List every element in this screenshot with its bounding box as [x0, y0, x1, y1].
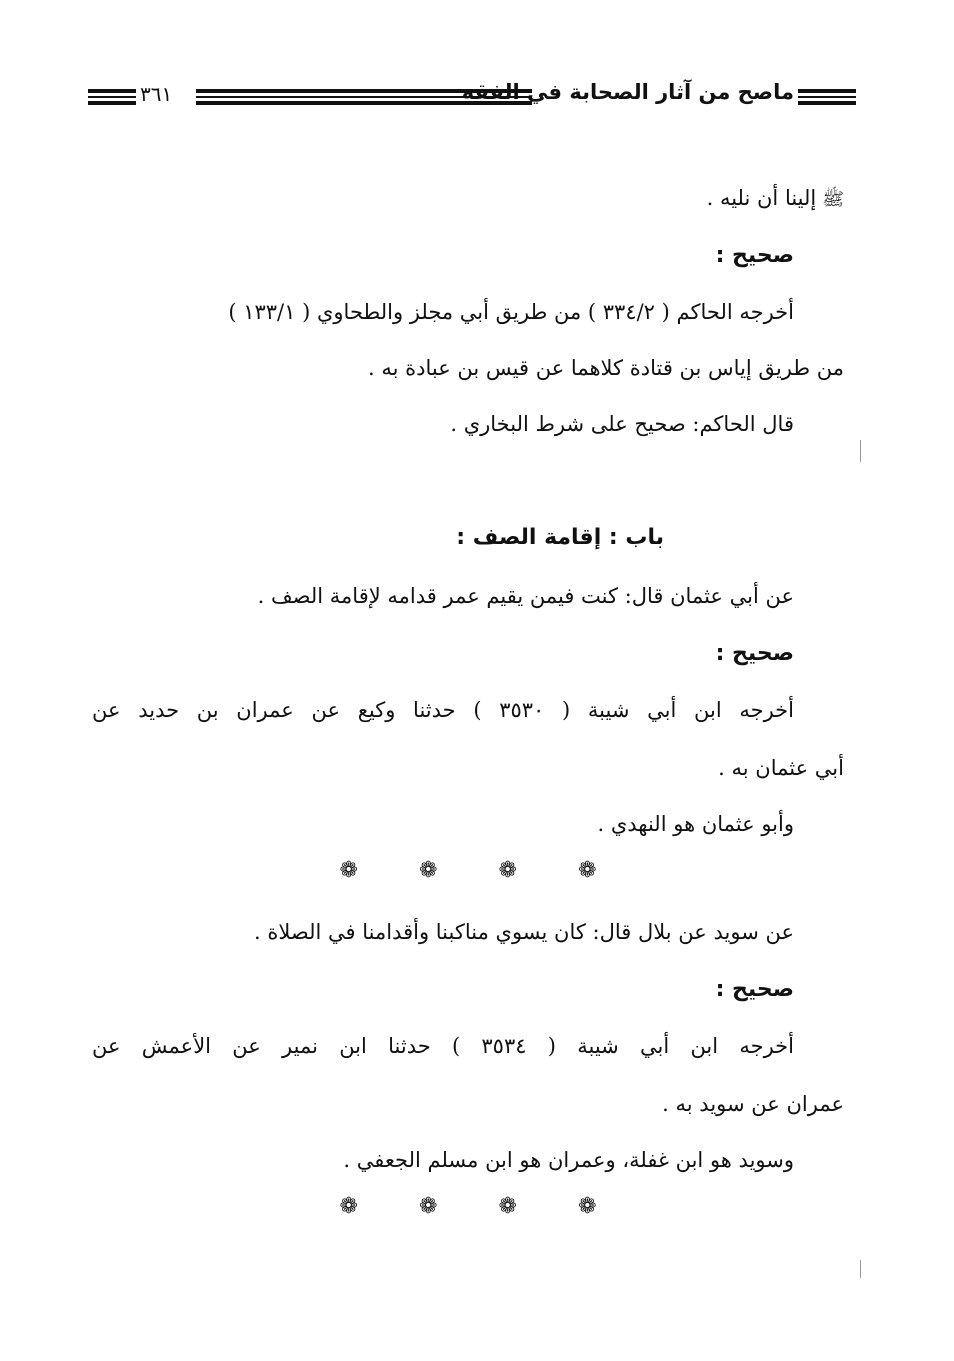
section2-line-3: وأبو عثمان هو النهدي . [597, 812, 794, 836]
page-header [88, 78, 856, 114]
chapter-title: باب : إقامة الصف : [456, 525, 664, 550]
section1-heading: صحيح : [715, 243, 794, 268]
section2-heading: صحيح : [715, 641, 794, 666]
section2-text: عن أبي عثمان قال: كنت فيمن يقيم عمر قدامه لإقامة الصف . [257, 584, 794, 608]
page-number: ٣٦١ [140, 82, 173, 106]
section3-line-2: عمران عن سويد به . [662, 1092, 844, 1116]
section1-line-1: أخرجه الحاكم ( ٣٣٤/٢ ) من طريق أبي مجلز والطحاوي ( ١٣٣/١ ) [228, 300, 794, 324]
section3-line-3: وسويد هو ابن غفلة، وعمران هو ابن مسلم الجعفي . [343, 1148, 794, 1172]
header-rule-left [88, 89, 136, 108]
section3-text: عن سويد عن بلال قال: كان يسوي مناكبنا وأقدامنا في الصلاة . [254, 920, 794, 944]
opening-line [707, 182, 844, 216]
flower-ornament-icon: ❁ [578, 1194, 597, 1219]
opening-text: إلينا أن نليه . [706, 186, 817, 210]
section3-heading: صحيح : [715, 977, 794, 1002]
section1-line-2: من طريق إياس بن قتادة كلاهما عن قيس بن عبادة به . [367, 356, 844, 380]
separator-ornament-2 [92, 1194, 844, 1219]
flower-ornament-icon: ❁ [339, 1194, 358, 1219]
scan-mark [860, 440, 861, 462]
section2-line-2: أبي عثمان به . [718, 756, 844, 780]
running-title: ماصح من آثار الصحابة في الفقه [461, 80, 794, 104]
separator-ornament [92, 858, 844, 883]
section1-line-3: قال الحاكم: صحيح على شرط البخاري . [450, 412, 794, 436]
flower-ornament-icon: ❁ [339, 858, 358, 883]
section2-line-1: أخرجه ابن أبي شيبة ( ٣٥٣٠ ) حدثنا وكيع عن عمران بن حديد عن [92, 698, 794, 722]
honorific-symbol: ﷺ [822, 189, 844, 210]
flower-ornament-icon: ❁ [498, 858, 517, 883]
flower-ornament-icon: ❁ [419, 1194, 438, 1219]
flower-ornament-icon: ❁ [498, 1194, 517, 1219]
section3-line-1: أخرجه ابن أبي شيبة ( ٣٥٣٤ ) حدثنا ابن نمير عن الأعمش عن [92, 1034, 794, 1058]
scan-mark [860, 1260, 861, 1278]
header-rule-right [798, 89, 856, 108]
flower-ornament-icon: ❁ [578, 858, 597, 883]
flower-ornament-icon: ❁ [419, 858, 438, 883]
